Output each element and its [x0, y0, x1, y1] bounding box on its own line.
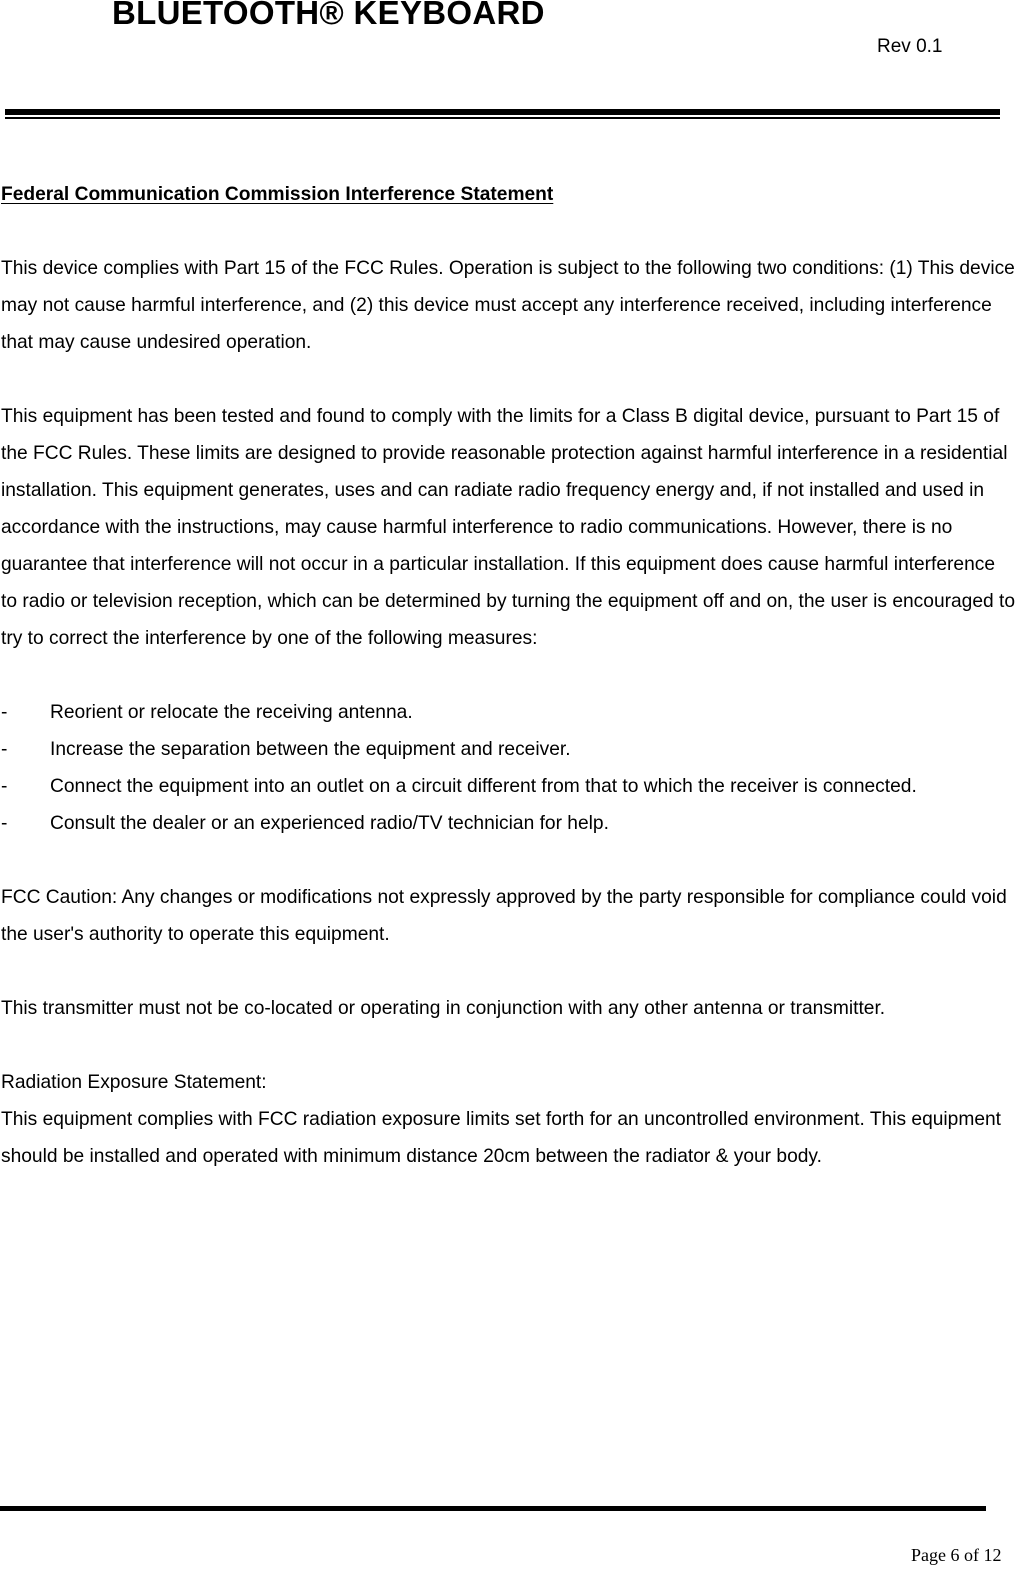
document-title: BLUETOOTH® KEYBOARD [112, 0, 545, 31]
list-item [1, 731, 1016, 768]
content [1, 176, 1016, 1175]
list-item-text: Connect the equipment into an outlet on a circuit different from that to which the receiver is connected. [50, 776, 917, 797]
spacer [1, 657, 1016, 694]
spacer [1, 842, 1016, 879]
bullet-dash: - [1, 702, 8, 723]
fcc-caution-paragraph: FCC Caution: Any changes or modifications not expressly approved by the party responsible for compliance could void the user's authority to operate this equipment. [1, 887, 1007, 945]
bullet-dash: - [1, 776, 8, 797]
header-rule-thick [5, 109, 1000, 115]
list-item [1, 694, 1016, 731]
class-b-paragraph: This equipment has been tested and found to comply with the limits for a Class B digital device, pursuant to Part 15 of the FCC Rules. These limits are designed to provide reasonable protection against harmful interference in a residential installation. This equipment generates, uses and can radiate radio frequency energy and, if not installed and used in accordance with the instructions, may cause harmful interference to radio communications. However, there is no guarantee that interference will not occur in a particular installation. If this equipment does cause harmful interference to radio or television reception, which can be determined by turning the equipment off and on, the user is encouraged to try to correct the interference by one of the following measures: [1, 406, 1016, 649]
compliance-paragraph: This device complies with Part 15 of the FCC Rules. Operation is subject to the following two conditions: (1) This device may not cause harmful interference, and (2) this device must accept any interference received, including interference that may cause undesired operation. [1, 258, 1015, 353]
list-item-text: Increase the separation between the equipment and receiver. [50, 739, 571, 760]
list-item [1, 805, 1016, 842]
spacer [1, 1027, 1016, 1064]
spacer [1, 361, 1016, 398]
page-number: Page 6 of 12 [911, 1545, 1002, 1565]
bullet-dash: - [1, 813, 8, 834]
section-heading: Federal Communication Commission Interference Statement [1, 184, 554, 205]
footer-rule [0, 1506, 986, 1511]
list-item [1, 768, 1016, 805]
list-item-text: Reorient or relocate the receiving antenna. [50, 702, 413, 723]
measures-list [1, 694, 1016, 842]
header-rule-thin [5, 117, 1000, 119]
spacer [1, 953, 1016, 990]
radiation-heading: Radiation Exposure Statement: [1, 1072, 267, 1093]
revision-label: Rev 0.1 [877, 36, 943, 57]
spacer [1, 213, 1016, 250]
list-item-text: Consult the dealer or an experienced radio/TV technician for help. [50, 813, 609, 834]
bullet-dash: - [1, 739, 8, 760]
radiation-paragraph: This equipment complies with FCC radiation exposure limits set forth for an uncontrolled environment. This equipment should be installed and operated with minimum distance 20cm between the radiator & your body. [1, 1109, 1001, 1167]
colocation-paragraph: This transmitter must not be co-located or operating in conjunction with any other antenna or transmitter. [1, 998, 886, 1019]
